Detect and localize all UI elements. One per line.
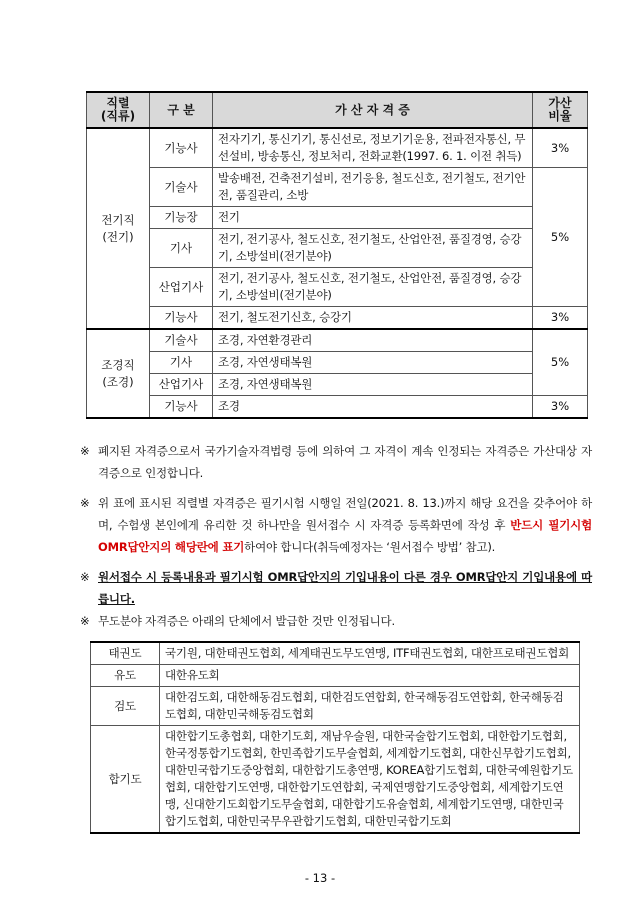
table-row <box>91 687 580 726</box>
table-row <box>87 374 588 396</box>
header-certificates: 가 산 자 격 증 <box>213 92 533 128</box>
table-row <box>91 726 580 834</box>
organizations-cell: 대한검도회, 대한해동검도협회, 대한검도연합회, 한국해동검도연합회, 한국해동검도협회, 대한민국해동검도협회 <box>160 687 580 726</box>
sport-cell: 유도 <box>91 665 160 687</box>
category-cell: 기능장 <box>150 207 213 229</box>
certificate-bonus-table <box>86 91 588 419</box>
header-rate: 가산 비율 <box>533 92 588 128</box>
rate-cell: 3% <box>533 396 588 419</box>
certificates-cell: 전기 <box>213 207 533 229</box>
note-4 <box>80 610 592 632</box>
category-cell: 기능사 <box>150 128 213 168</box>
category-cell: 산업기사 <box>150 268 213 307</box>
series-cell: 전기직 (전기) <box>87 128 150 329</box>
certificates-cell: 전자기기, 통신기기, 통신선로, 정보기기운용, 전파전자통신, 무선설비, 방송통신, 정보처리, 전화교환(1997. 6. 1. 이전 취득) <box>213 128 533 168</box>
sport-cell: 합기도 <box>91 726 160 834</box>
category-cell: 기사 <box>150 352 213 374</box>
table-row <box>87 329 588 352</box>
note-2-text-b: 하여야 합니다(취득예정자는 ‘원서접수 방법’ 참고). <box>244 540 496 554</box>
table-row <box>91 642 580 665</box>
note-2-highlight: 반드시 필기시험 OMR답안지의 해당란에 표기 <box>98 518 592 554</box>
table-row <box>87 207 588 229</box>
table-row <box>87 307 588 330</box>
certificates-cell: 발송배전, 건축전기설비, 전기응용, 철도신호, 전기철도, 전기안전, 품질관리, 소방 <box>213 168 533 207</box>
sport-cell: 검도 <box>91 687 160 726</box>
organizations-cell: 국기원, 대한태권도협회, 세계태권도무도연맹, ITF태권도협회, 대한프로태권도협회 <box>160 642 580 665</box>
rate-cell: 5% <box>533 168 588 307</box>
table-header-row <box>87 92 588 128</box>
page-number: - 13 - <box>304 871 336 885</box>
sport-cell: 태권도 <box>91 642 160 665</box>
notes-section <box>80 440 592 632</box>
certificates-cell: 조경, 자연환경관리 <box>213 329 533 352</box>
category-cell: 기사 <box>150 229 213 268</box>
certificates-cell: 조경 <box>213 396 533 419</box>
reference-mark-icon: ※ <box>80 496 90 510</box>
martial-arts-table <box>90 641 580 834</box>
note-3 <box>80 566 592 610</box>
table-row <box>87 229 588 268</box>
series-cell: 조경직 (조경) <box>87 329 150 418</box>
table-row <box>87 128 588 168</box>
table-row <box>87 396 588 419</box>
reference-mark-icon: ※ <box>80 614 90 628</box>
certificates-cell: 전기, 전기공사, 철도신호, 전기철도, 산업안전, 품질경영, 승강기, 소방설비(전기분야) <box>213 229 533 268</box>
certificates-cell: 전기, 철도전기신호, 승강기 <box>213 307 533 330</box>
rate-cell: 3% <box>533 128 588 168</box>
table-row <box>91 665 580 687</box>
reference-mark-icon: ※ <box>80 570 90 584</box>
certificates-cell: 조경, 자연생태복원 <box>213 352 533 374</box>
rate-cell: 3% <box>533 307 588 330</box>
header-series: 직렬 (직류) <box>87 92 150 128</box>
organizations-cell: 대한유도회 <box>160 665 580 687</box>
note-2 <box>80 492 592 558</box>
note-1-text: 폐지된 자격증으로서 국가기술자격법령 등에 의하여 그 자격이 계속 인정되는 자격증은 가산대상 자격증으로 인정합니다. <box>98 444 592 480</box>
category-cell: 기술사 <box>150 329 213 352</box>
category-cell: 기능사 <box>150 307 213 330</box>
rate-cell: 5% <box>533 329 588 396</box>
table-row <box>87 352 588 374</box>
note-3-text: 원서접수 시 등록내용과 필기시험 OMR답안지의 기입내용이 다른 경우 OMR답안지 기입내용에 따릅니다. <box>98 570 592 606</box>
certificates-cell: 전기, 전기공사, 철도신호, 전기철도, 산업안전, 품질경영, 승강기, 소방설비(전기분야) <box>213 268 533 307</box>
reference-mark-icon: ※ <box>80 444 90 458</box>
note-1 <box>80 440 592 484</box>
category-cell: 산업기사 <box>150 374 213 396</box>
category-cell: 기능사 <box>150 396 213 419</box>
table-row <box>87 168 588 207</box>
category-cell: 기술사 <box>150 168 213 207</box>
note-4-text: 무도분야 자격증은 아래의 단체에서 발급한 것만 인정됩니다. <box>98 614 395 628</box>
organizations-cell: 대한합기도총협회, 대한기도회, 재남우술원, 대한국술합기도협회, 대한합기도협회, 한국정통합기도협회, 한민족합기도무술협회, 세계합기도협회, 대한신무합기도협회, 대한민국합기도중앙협회, 대한합기도총연맹, KOREA합기도협회, 대한국예원합기도협회, 대한합기도연맹, 대한합기도연합회, 국제연맹합기도중앙협회, 세계합기도연맹, 신대한기도회합기도무술협회, 대한합기도유술협회, 세계합기도연맹, 대한민국합기도협회, 대한민국무우관합기도협회, 대한민국합기도회 <box>160 726 580 834</box>
header-category: 구 분 <box>150 92 213 128</box>
certificates-cell: 조경, 자연생태복원 <box>213 374 533 396</box>
note-2-text-a: 위 표에 표시된 직렬별 자격증은 필기시험 시행일 전일(2021. 8. 13.)까지 해당 요건을 갖추어야 하며, 수험생 본인에게 유리한 것 하나만을 원서접수 시 자격증 등록화면에 작성 후 <box>98 496 592 532</box>
table-row <box>87 268 588 307</box>
